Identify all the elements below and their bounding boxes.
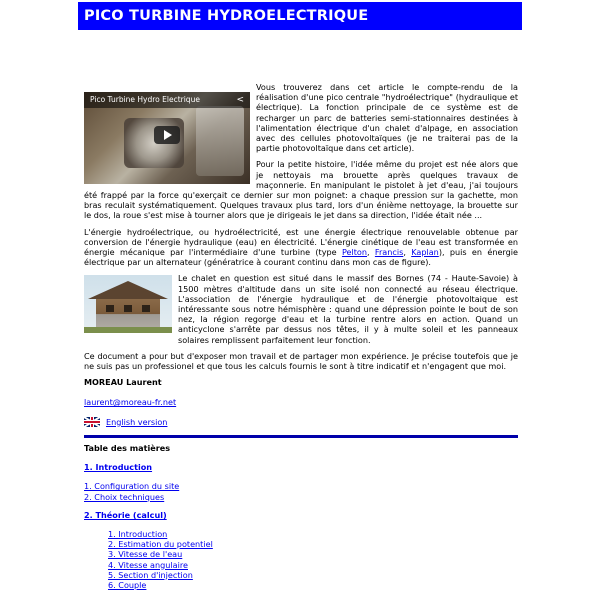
toc-item-link[interactable]: 6. Couple (108, 579, 147, 590)
toc-section[interactable] (84, 462, 518, 472)
separator: , (403, 247, 412, 258)
intro-paragraph-4: Le chalet en question est situé dans le massif des Bornes (74 - Haute-Savoie) à 1500 mètres d'altitude dans un site isolé non connecté au réseau électrique. L'association de l'énergie hydraulique et de l'énergie photovoltaique est intéressante sous notre hémisphère : quand une dépression pointe le bout de son nez, la région regorge d'eau et la turbine rentre alors en action. Quand un anticyclone s'arrête par dessus nos têtes, il y à multe soleil et les panneaux solaires remplissent parfaitement leur fonction. (178, 273, 518, 345)
toc-item[interactable] (108, 580, 518, 590)
intro-paragraph-2: Pour la petite histoire, l'idée même du projet est née alors que je nettoyais ma brouette après quelques travaux de maçonnerie. En manipulant le pistolet à jet d'eau, j'ai toujours été frappé par la force qu'exerçait ce dernier sur mon poignet: a chaque pression sur la gachette, mon bras reculait systématiquement. Quelques travaux plus tard, lors d'un énième nettoyage, la brouette sur le dos, la roue s'est mise à tourner alors que je dirigeais le jet dans sa direction, l'idée était née ... (84, 159, 518, 221)
video-title[interactable]: Pico Turbine Hydro Electrique (84, 92, 250, 108)
toc-item[interactable] (108, 549, 518, 559)
toc-item[interactable] (108, 560, 518, 570)
uk-flag-icon[interactable] (84, 417, 100, 427)
chalet-window (106, 305, 114, 312)
article-body (84, 82, 518, 590)
toc-item[interactable] (84, 481, 518, 491)
toc-section[interactable] (84, 510, 518, 520)
intro-paragraph-5: Ce document a pour but d'exposer mon travail et de partager mon expérience. Je précise toutefois que je ne suis pas un professionel et que tous les calculs fournis le sont à titre indicatif et n'engagent que moi. (84, 350, 518, 372)
toc-item[interactable] (108, 529, 518, 539)
video-thumbnail-box (196, 106, 244, 176)
share-icon[interactable]: < (236, 95, 244, 105)
toc-item-link[interactable]: 4. Vitesse angulaire (108, 559, 188, 570)
separator: , (367, 247, 375, 258)
kaplan-link[interactable]: Kaplan (411, 247, 439, 258)
english-version[interactable] (84, 417, 518, 427)
toc-item[interactable] (108, 539, 518, 549)
toc-item-link[interactable]: 2. Choix techniques (84, 491, 165, 502)
paragraph-text: L'énergie hydroélectrique, ou hydroélectricité, est une énergie électrique renouvelable obtenue par conversion de l'énergie hydraulique (eau) en électricité. L'énergie cinétique de l'eau est transformée en énergie mécanique par l'intermédiaire d'une turbine (type (84, 226, 518, 258)
intro-paragraph-3 (84, 227, 518, 268)
toc-item[interactable] (108, 570, 518, 580)
toc-item[interactable] (84, 492, 518, 502)
play-icon[interactable] (154, 126, 180, 144)
toc-title: Table des matières (84, 442, 171, 453)
chalet-window (124, 305, 132, 312)
toc-item-link[interactable]: 5. Section d'injection (108, 569, 193, 580)
toc-item-link[interactable]: 1. Introduction (108, 528, 168, 539)
english-version-link[interactable]: English version (106, 416, 168, 427)
chalet-grass (84, 327, 172, 333)
toc-section-link[interactable]: 1. Introduction (84, 462, 153, 473)
page-title: PICO TURBINE HYDROELECTRIQUE (84, 8, 369, 24)
title-banner (78, 2, 522, 30)
chalet-image (84, 275, 172, 333)
toc-item-link[interactable]: 3. Vitesse de l'eau (108, 549, 183, 560)
intro-paragraph-1: Vous trouverez dans cet article le compte-rendu de la réalisation d'une pico centrale "hydroélectrique" (hydraulique et électrique). La fonction principale de ce système est de recharger un parc de batteries semi-stationnaires destinées à l'alimentation électrique d'un chalet d'alpage, en association avec des cellules photovoltaïques (je ne traiterai pas de la partie photovoltaïque dans cet article). (256, 82, 518, 154)
chalet-roof (88, 281, 168, 299)
pelton-link[interactable]: Pelton (341, 247, 368, 258)
chalet-wall (96, 299, 160, 329)
toc-item-link[interactable]: 1. Configuration du site (84, 481, 180, 492)
paragraph-text: ), puis en énergie électrique par un alternateur (génératrice à courant continu dans mon cas de figure). (84, 247, 518, 268)
author-name: MOREAU Laurent (84, 377, 162, 388)
francis-link[interactable]: Francis (374, 247, 404, 258)
video-player[interactable] (84, 92, 250, 184)
chalet-window (142, 305, 150, 312)
author-email-link[interactable]: laurent@moreau-fr.net (84, 397, 177, 408)
toc-item-link[interactable]: 2. Estimation du potentiel (108, 539, 213, 550)
section-divider (84, 435, 518, 438)
toc-section-link[interactable]: 2. Théorie (calcul) (84, 509, 167, 520)
